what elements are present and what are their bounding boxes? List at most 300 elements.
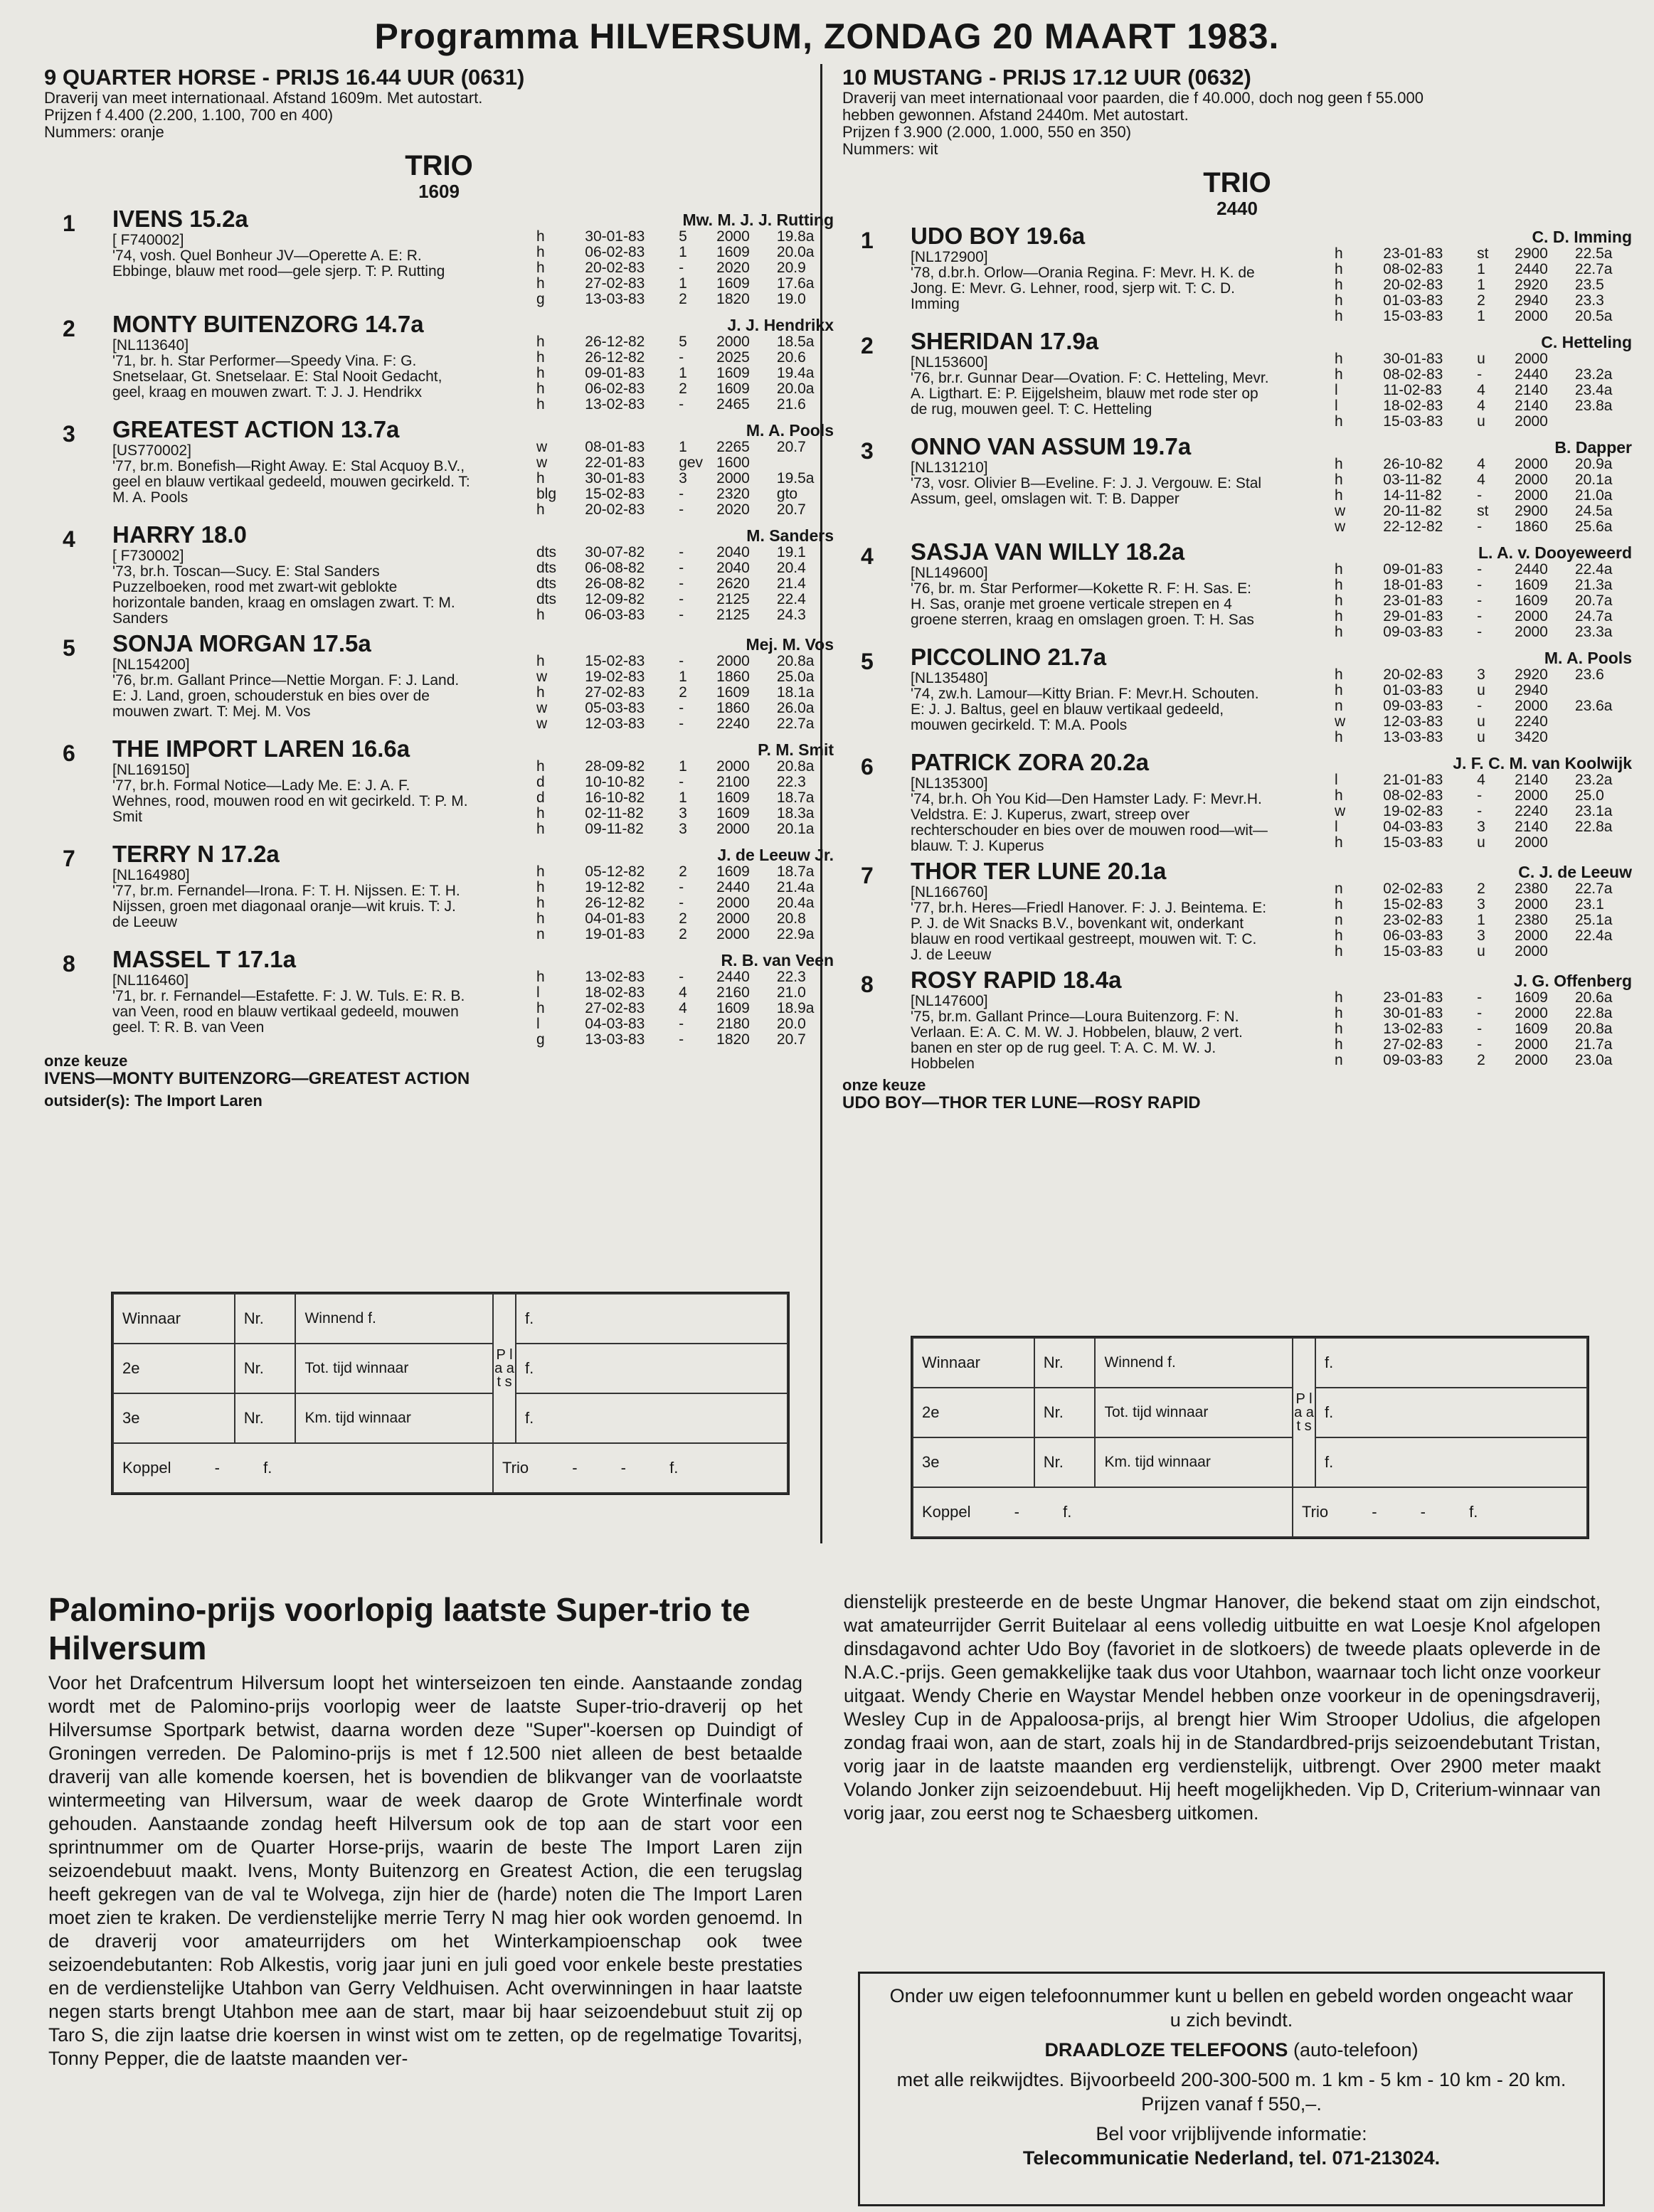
- run-cell: 13-02-83: [1383, 1021, 1443, 1037]
- run-cell: 1609: [716, 275, 750, 292]
- run-cell: 19-01-83: [585, 926, 645, 942]
- run-cell: 2000: [1515, 308, 1548, 324]
- run-cell: h: [1335, 487, 1343, 504]
- run-cell: n: [536, 926, 545, 942]
- recent-runs-table: [536, 864, 834, 942]
- run-cell: 1: [679, 669, 687, 685]
- run-row: [536, 911, 834, 927]
- run-cell: h: [536, 969, 545, 985]
- form-record: [536, 312, 834, 413]
- run-cell: 1609: [716, 863, 750, 880]
- result-form-row: [913, 1437, 1587, 1487]
- run-row: [536, 654, 834, 669]
- horse-description: '71, br. r. Fernandel—Estafette. F: J. W. Tuls. E: R. B. van Veen, rood en blauw vertikaal gedeeld, mouwen geel. T: R. B. van Veen: [112, 988, 465, 1036]
- run-cell: 2465: [716, 396, 750, 413]
- run-cell: 4: [1477, 456, 1485, 472]
- run-cell: 21.0: [776, 984, 806, 1001]
- run-row: [536, 350, 834, 366]
- entry-number: 4: [861, 543, 874, 569]
- run-row: [536, 775, 834, 790]
- run-cell: h: [1335, 624, 1343, 640]
- run-cell: h: [536, 895, 545, 911]
- run-cell: 2: [1477, 1052, 1485, 1068]
- horse-name: SHERIDAN 17.9a: [911, 328, 1099, 354]
- run-cell: 2025: [716, 349, 750, 366]
- run-row: [1335, 367, 1632, 383]
- driver-name: J. F. C. M. van Koolwijk: [1453, 754, 1632, 772]
- run-cell: -: [1477, 803, 1483, 819]
- run-cell: st: [1477, 503, 1489, 519]
- run-cell: 23-01-83: [1383, 989, 1443, 1006]
- run-cell: 2380: [1515, 881, 1548, 897]
- run-cell: 1: [679, 789, 687, 806]
- recent-runs-table: [536, 545, 834, 623]
- run-cell: 15-02-83: [585, 653, 645, 669]
- driver-name: B. Dapper: [1554, 438, 1632, 457]
- run-cell: -: [679, 486, 684, 502]
- run-cell: 1: [679, 758, 687, 775]
- horse-entry: [842, 434, 1632, 535]
- run-cell: [1575, 944, 1632, 959]
- our-choice: [842, 1078, 1632, 1113]
- horse-entry: [842, 329, 1632, 430]
- run-cell: 2100: [716, 774, 750, 790]
- field-label: Km. tijd winnaar: [295, 1393, 493, 1443]
- run-row: [1335, 351, 1632, 367]
- entry-number: 3: [861, 438, 874, 464]
- run-cell: 20.4a: [776, 895, 815, 911]
- run-cell: 4: [1477, 382, 1485, 398]
- run-row: [536, 701, 834, 716]
- run-row: [1335, 683, 1632, 698]
- trio-label: TRIO: [405, 150, 473, 181]
- run-cell: h: [536, 244, 545, 260]
- run-cell: 20.0: [776, 1016, 806, 1032]
- horse-description: '74, vosh. Quel Bonheur JV—Operette A. E: R. Ebbinge, blauw met rood—gele sjerp. T: P. Rutting: [112, 248, 445, 280]
- run-cell: -: [679, 575, 684, 592]
- race-conditions: Draverij van meet internationaal. Afstand 1609m. Met autostart.: [44, 89, 483, 107]
- horse-name: MONTY BUITENZORG 14.7a: [112, 311, 424, 337]
- run-cell: h: [1335, 261, 1343, 277]
- number-label: Nr.: [235, 1344, 296, 1393]
- run-cell: 2000: [1515, 943, 1548, 959]
- run-cell: 22.7a: [1574, 261, 1613, 277]
- run-cell: 2000: [716, 821, 750, 837]
- horse-info: [112, 417, 472, 518]
- place-label: 3e: [913, 1437, 1034, 1487]
- run-cell: h: [1335, 834, 1343, 851]
- run-cell: 06-02-83: [585, 244, 645, 260]
- entry-body: [112, 312, 834, 413]
- run-cell: 20-02-83: [1383, 666, 1443, 683]
- run-cell: h: [536, 863, 545, 880]
- run-row: [536, 1016, 834, 1032]
- horse-description: '74, zw.h. Lamour—Kitty Brian. F: Mevr.H. Schouten. E: J. J. Baltus, geel en blauw vertikaal gedeeld, mouwen gecirkeld. T: M.A. Pools: [911, 686, 1259, 733]
- registration-number: [ F740002]: [112, 232, 184, 248]
- run-cell: 2000: [1515, 1005, 1548, 1021]
- driver-name: P. M. Smit: [758, 740, 834, 759]
- run-cell: 2125: [716, 591, 750, 607]
- horse-name: PATRICK ZORA 20.2a: [911, 749, 1149, 775]
- horse-info: [112, 522, 472, 627]
- run-cell: 15-02-83: [585, 486, 645, 502]
- recent-runs-table: [536, 229, 834, 307]
- run-cell: 1: [1477, 277, 1485, 293]
- run-cell: 10-10-82: [585, 774, 645, 790]
- run-cell: 2000: [1515, 472, 1548, 488]
- run-cell: 19-12-82: [585, 879, 645, 895]
- horse-info: [112, 947, 472, 1048]
- run-cell: 23.6: [1574, 666, 1604, 683]
- run-row: [1335, 383, 1632, 398]
- run-cell: 19.5a: [776, 470, 815, 486]
- run-cell: 04-03-83: [1383, 819, 1443, 835]
- run-cell: 2440: [716, 969, 750, 985]
- entry-number: 6: [861, 754, 874, 780]
- entry-body: [112, 206, 834, 307]
- run-cell: 24.3: [776, 607, 806, 623]
- run-cell: dts: [536, 591, 557, 607]
- race-header: 10 MUSTANG - PRIJS 17.12 UUR (0632): [842, 65, 1251, 90]
- run-cell: 24.5a: [1574, 503, 1613, 519]
- driver-name: M. Sanders: [746, 526, 834, 545]
- run-cell: [1575, 714, 1632, 730]
- run-cell: 2040: [716, 560, 750, 576]
- run-cell: 15-03-83: [1383, 413, 1443, 430]
- entry-body: [911, 434, 1632, 535]
- our-choice-picks: IVENS—MONTY BUITENZORG—GREATEST ACTION: [44, 1069, 470, 1088]
- registration-number: [NL164980]: [112, 867, 190, 883]
- run-cell: h: [1335, 1021, 1343, 1037]
- form-record: [1335, 750, 1632, 854]
- entry-number: 6: [63, 740, 75, 766]
- entry-number: 5: [63, 635, 75, 661]
- entry-body: [911, 539, 1632, 640]
- horse-name: GREATEST ACTION 13.7a: [112, 416, 400, 442]
- race-conditions: Nummers: oranje: [44, 123, 164, 141]
- horse-name: MASSEL T 17.1a: [112, 946, 296, 972]
- form-record: [536, 841, 834, 942]
- run-cell: 18.5a: [776, 334, 815, 350]
- run-cell: u: [1477, 713, 1485, 730]
- field-label: Winnend f.: [295, 1294, 493, 1344]
- recent-runs-table: [1335, 562, 1632, 640]
- run-cell: 2125: [716, 607, 750, 623]
- place-label: Winnaar: [913, 1338, 1034, 1388]
- run-cell: 2: [679, 684, 687, 701]
- result-form-row: [913, 1487, 1587, 1537]
- run-row: [1335, 698, 1632, 714]
- run-cell: 20-02-83: [1383, 277, 1443, 293]
- run-row: [536, 397, 834, 413]
- form-record: [536, 206, 834, 307]
- run-cell: 21.4a: [776, 879, 815, 895]
- run-cell: -: [1477, 1005, 1483, 1021]
- form-record: [1335, 434, 1632, 535]
- run-cell: 21.7a: [1574, 1036, 1613, 1053]
- horse-info: [112, 736, 472, 837]
- result-form-table: [112, 1293, 788, 1494]
- place-label: 3e: [113, 1393, 235, 1443]
- run-cell: -: [679, 544, 684, 560]
- run-cell: -: [1477, 698, 1483, 714]
- run-cell: 1: [1477, 261, 1485, 277]
- run-cell: 11-02-83: [1383, 382, 1442, 398]
- registration-number: [NL135300]: [911, 775, 988, 792]
- form-record: [1335, 644, 1632, 745]
- horse-name: HARRY 18.0: [112, 521, 247, 548]
- run-cell: 19.8a: [776, 228, 815, 245]
- run-cell: 25.0a: [776, 669, 815, 685]
- run-cell: 23.4a: [1574, 382, 1613, 398]
- page-title: Programma HILVERSUM, ZONDAG 20 MAART 1983.: [374, 16, 1280, 56]
- run-cell: 18-02-83: [1383, 398, 1443, 414]
- registration-number: [US770002]: [112, 442, 191, 459]
- run-cell: 1: [679, 365, 687, 381]
- horse-entry: [842, 858, 1632, 963]
- run-cell: w: [1335, 519, 1346, 535]
- horse-info: [911, 434, 1270, 535]
- run-cell: 3: [1477, 927, 1485, 944]
- number-label: Nr.: [1034, 1388, 1096, 1437]
- horse-description: '78, d.br.h. Orlow—Orania Regina. F: Mevr. H. K. de Jong. E: Mevr. G. Lehner, rood, sjerp wit. T: C. D. Imming: [911, 265, 1255, 312]
- form-record: [536, 947, 834, 1048]
- form-record: [1335, 223, 1632, 324]
- run-cell: -: [679, 560, 684, 576]
- run-cell: 2020: [716, 501, 750, 518]
- registration-number: [NL166760]: [911, 884, 988, 900]
- run-cell: 2000: [716, 758, 750, 775]
- recent-runs-table: [1335, 246, 1632, 324]
- run-cell: 2160: [716, 984, 750, 1001]
- run-cell: 06-03-83: [1383, 927, 1443, 944]
- run-cell: 20.7a: [1574, 592, 1613, 609]
- run-cell: h: [536, 501, 545, 518]
- run-cell: 23-01-83: [1383, 245, 1443, 262]
- run-row: [1335, 819, 1632, 835]
- run-cell: 2000: [1515, 351, 1548, 367]
- trio-label: Trio - - f.: [493, 1443, 788, 1493]
- run-cell: 2000: [716, 895, 750, 911]
- horse-name: ROSY RAPID 18.4a: [911, 967, 1122, 993]
- run-cell: -: [679, 260, 684, 276]
- run-cell: -: [679, 716, 684, 732]
- run-cell: h: [1335, 351, 1343, 367]
- run-row: [536, 292, 834, 307]
- recent-runs-table: [1335, 351, 1632, 430]
- run-cell: 22.8a: [1574, 819, 1613, 835]
- entry-number: 3: [63, 421, 75, 447]
- driver-name: R. B. van Veen: [721, 951, 834, 969]
- run-cell: -: [679, 1016, 684, 1032]
- run-cell: 22.4: [776, 591, 806, 607]
- run-cell: 20-02-83: [585, 260, 645, 276]
- horse-description: '76, br.m. Gallant Prince—Nettie Morgan. F: J. Land. E: J. Land, groen, schouderstuk en bies over de mouwen zwart. T: Mej. M. Vos: [112, 672, 460, 720]
- run-cell: -: [1477, 561, 1483, 578]
- run-cell: 25.0: [1574, 787, 1604, 804]
- run-cell: 09-03-83: [1383, 624, 1443, 640]
- run-row: [536, 985, 834, 1001]
- run-cell: d: [536, 774, 545, 790]
- run-row: [536, 821, 834, 837]
- run-row: [536, 502, 834, 518]
- run-cell: 2940: [1515, 292, 1548, 309]
- run-cell: 30-07-82: [585, 544, 645, 560]
- run-cell: h: [1335, 277, 1343, 293]
- entry-number: 1: [861, 228, 874, 253]
- amount-label: f.: [1315, 1388, 1587, 1437]
- horse-info: [911, 858, 1270, 963]
- run-cell: 2: [679, 910, 687, 927]
- run-cell: h: [1335, 1036, 1343, 1053]
- driver-name: L. A. v. Dooyeweerd: [1478, 543, 1632, 562]
- amount-label: f.: [1315, 1338, 1587, 1388]
- run-cell: 2: [679, 863, 687, 880]
- run-row: [1335, 609, 1632, 624]
- form-record: [536, 736, 834, 837]
- driver-name: J. J. Hendrikx: [727, 316, 834, 334]
- entry-number: 5: [861, 649, 874, 674]
- field-label: Winnend f.: [1095, 1338, 1293, 1388]
- run-row: [536, 864, 834, 880]
- run-cell: 19-02-83: [1383, 803, 1443, 819]
- run-cell: 22.8a: [1574, 1005, 1613, 1021]
- run-cell: gev: [679, 454, 704, 471]
- run-cell: l: [536, 984, 540, 1001]
- run-cell: blg: [536, 486, 557, 502]
- run-cell: 22-12-82: [1383, 519, 1443, 535]
- advertisement-box: [858, 1972, 1605, 2206]
- run-cell: 2920: [1515, 666, 1548, 683]
- run-cell: 1600: [716, 454, 750, 471]
- driver-name: Mw. M. J. J. Rutting: [682, 211, 834, 229]
- run-cell: -: [1477, 1021, 1483, 1037]
- run-cell: 26.0a: [776, 700, 815, 716]
- run-cell: h: [536, 365, 545, 381]
- run-cell: -: [1477, 366, 1483, 383]
- run-row: [1335, 1006, 1632, 1021]
- entry-number: 2: [63, 316, 75, 341]
- run-row: [1335, 519, 1632, 535]
- run-cell: 27-02-83: [1383, 1036, 1443, 1053]
- driver-name: J. G. Offenberg: [1513, 972, 1632, 990]
- run-cell: 2000: [1515, 456, 1548, 472]
- run-cell: 12-03-83: [585, 716, 645, 732]
- entry-body: [112, 736, 834, 837]
- run-cell: 18.3a: [776, 805, 815, 821]
- horse-info: [112, 206, 472, 307]
- entry-body: [112, 417, 834, 518]
- run-cell: 28-09-82: [585, 758, 645, 775]
- koppel-label: Koppel - f.: [913, 1487, 1293, 1537]
- run-row: [536, 455, 834, 471]
- run-cell: h: [1335, 1005, 1343, 1021]
- run-cell: g: [536, 1031, 545, 1048]
- run-cell: 1: [1477, 912, 1485, 928]
- ad-details: met alle reikwijdtes. Bijvoorbeeld 200-300-500 m. 1 km - 5 km - 10 km - 20 km. Prijzen vanaf f 550,–.: [896, 2069, 1566, 2115]
- run-cell: -: [1477, 519, 1483, 535]
- run-cell: 23.8a: [1574, 398, 1613, 414]
- run-cell: -: [679, 774, 684, 790]
- run-cell: 2140: [1515, 398, 1548, 414]
- number-label: Nr.: [1034, 1338, 1096, 1388]
- run-cell: 02-02-83: [1383, 881, 1443, 897]
- horse-info: [911, 967, 1270, 1072]
- run-cell: 2940: [1515, 682, 1548, 698]
- run-cell: -: [1477, 787, 1483, 804]
- run-cell: -: [1477, 577, 1483, 593]
- run-cell: -: [1477, 592, 1483, 609]
- run-cell: 18.9a: [776, 1000, 815, 1016]
- run-cell: 2900: [1515, 503, 1548, 519]
- run-cell: 26-12-82: [585, 895, 645, 911]
- run-cell: 3: [1477, 819, 1485, 835]
- run-cell: 20.1a: [1574, 472, 1613, 488]
- run-cell: h: [536, 381, 545, 397]
- run-cell: 23-01-83: [1383, 592, 1443, 609]
- run-cell: u: [1477, 729, 1485, 745]
- run-cell: h: [1335, 366, 1343, 383]
- recent-runs-table: [1335, 881, 1632, 959]
- run-cell: 08-01-83: [585, 439, 645, 455]
- run-cell: 2000: [1515, 698, 1548, 714]
- driver-name: C. D. Imming: [1532, 228, 1632, 246]
- run-cell: 22.3: [776, 969, 806, 985]
- horse-description: '77, br.h. Formal Notice—Lady Me. E: J. A. F. Wehnes, rood, mouwen rood en wit gecirkeld. T: P. M. Smit: [112, 777, 468, 825]
- run-cell: 1609: [716, 381, 750, 397]
- run-cell: 26-12-82: [585, 349, 645, 366]
- outsiders: outsider(s): The Import Laren: [44, 1092, 263, 1110]
- run-cell: 18.7a: [776, 863, 815, 880]
- run-cell: 06-03-83: [585, 607, 645, 623]
- run-cell: w: [536, 716, 548, 732]
- run-row: [1335, 293, 1632, 309]
- run-cell: 2000: [1515, 413, 1548, 430]
- run-cell: u: [1477, 834, 1485, 851]
- run-cell: 1609: [716, 684, 750, 701]
- run-cell: 05-03-83: [585, 700, 645, 716]
- run-cell: 2440: [1515, 561, 1548, 578]
- run-cell: 2000: [716, 653, 750, 669]
- run-cell: w: [536, 454, 548, 471]
- run-cell: 02-11-82: [585, 805, 644, 821]
- horse-name: THOR TER LUNE 20.1a: [911, 858, 1167, 884]
- run-cell: l: [536, 1016, 540, 1032]
- run-cell: 1: [679, 244, 687, 260]
- run-row: [1335, 624, 1632, 640]
- run-cell: 17.6a: [776, 275, 815, 292]
- run-cell: 20.7: [776, 1031, 806, 1048]
- registration-number: [NL154200]: [112, 656, 190, 673]
- run-cell: 08-02-83: [1383, 787, 1443, 804]
- run-cell: h: [536, 821, 545, 837]
- horse-entry: [842, 750, 1632, 854]
- result-form-row: [113, 1344, 788, 1393]
- run-cell: 14-11-82: [1383, 487, 1442, 504]
- run-cell: 08-02-83: [1383, 366, 1443, 383]
- horse-description: '77, br.m. Bonefish—Right Away. E: Stal Acquoy B.V., geel en blauw vertikaal gedeeld, mouwen gecirkeld. T: M. A. Pools: [112, 458, 470, 506]
- run-cell: 22-01-83: [585, 454, 645, 471]
- run-cell: -: [679, 591, 684, 607]
- run-cell: 18-01-83: [1383, 577, 1443, 593]
- run-row: [1335, 398, 1632, 414]
- run-cell: 2000: [1515, 1052, 1548, 1068]
- run-row: [1335, 772, 1632, 788]
- trio-label: TRIO: [1203, 167, 1271, 198]
- registration-number: [NL169150]: [112, 762, 190, 778]
- result-form-table: [912, 1337, 1588, 1538]
- run-cell: u: [1477, 413, 1485, 430]
